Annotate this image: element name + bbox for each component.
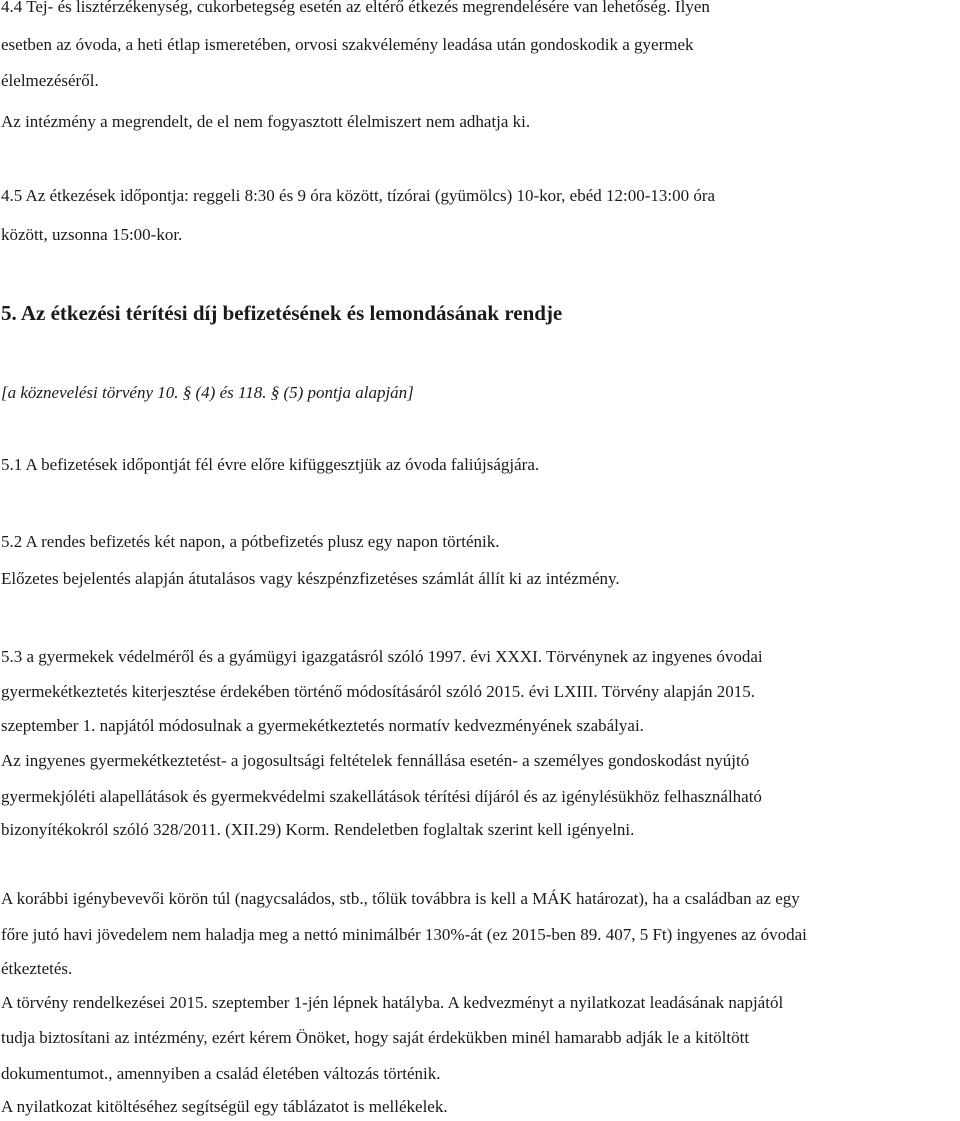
- text-line: tudja biztosítani az intézmény, ezért kérem Önöket, hogy saját érdekükben minél hamarabb adják le a kitöltött: [1, 1028, 750, 1047]
- text-line: 4.5 Az étkezések időpontja: reggeli 8:30 és 9 óra között, tízórai (gyümölcs) 10-kor, ebéd 12:00-13:00 óra: [1, 186, 716, 205]
- text-line: 5.2 A rendes befizetés két napon, a pótbefizetés plusz egy napon történik.: [1, 532, 500, 551]
- text-line: esetben az óvoda, a heti étlap ismeretében, orvosi szakvélemény leadása után gondoskodik a gyermek: [1, 35, 694, 54]
- section-heading: 5. Az étkezési térítési díj befizetésének és lemondásának rendje: [1, 301, 563, 325]
- text-line: dokumentumot., amennyiben a család életében változás történik.: [1, 1064, 441, 1083]
- text-line: szeptember 1. napjától módosulnak a gyermekétkeztetés normatív kedvezményének szabályai.: [1, 716, 644, 735]
- legal-reference: [a köznevelési törvény 10. § (4) és 118. § (5) pontja alapján]: [1, 383, 414, 402]
- text-line: élelmezéséről.: [1, 71, 99, 90]
- text-line: 4.4 Tej- és lisztérzékenység, cukorbetegség esetén az eltérő étkezés megrendelésére van lehetőség. Ilyen: [1, 0, 710, 16]
- text-line: A törvény rendelkezései 2015. szeptember 1-jén lépnek hatályba. A kedvezményt a nyilatkozat leadásának napjától: [1, 993, 784, 1012]
- text-line: Az intézmény a megrendelt, de el nem fogyasztott élelmiszert nem adhatja ki.: [1, 112, 531, 131]
- text-line: főre jutó havi jövedelem nem haladja meg a nettó minimálbér 130%-át (ez 2015-ben 89. 407, 5 Ft) ingyenes az óvodai: [1, 925, 807, 944]
- text-line: 5.3 a gyermekek védelméről és a gyámügyi igazgatásról szóló 1997. évi XXXI. Törvénynek az ingyenes óvodai: [1, 647, 763, 666]
- text-line: Előzetes bejelentés alapján átutalásos vagy készpénzfizetéses számlát állít ki az intézmény.: [1, 569, 620, 588]
- text-line: gyermekétkeztetés kiterjesztése érdekében történő módosításáról szóló 2015. évi LXIII. Törvény alapján 2015.: [1, 682, 756, 701]
- text-line: A korábbi igénybevevői körön túl (nagycsaládos, stb., tőlük továbbra is kell a MÁK határozat), ha a családban az egy: [1, 889, 800, 908]
- text-line: bizonyítékokról szóló 328/2011. (XII.29) Korm. Rendeletben foglaltak szerint kell igényelni.: [1, 820, 635, 839]
- text-line: gyermekjóléti alapellátások és gyermekvédelmi szakellátások térítési díjáról és az igénylésükhöz felhasználható: [1, 787, 762, 806]
- text-line: A nyilatkozat kitöltéséhez segítségül egy táblázatot is mellékelek.: [1, 1097, 448, 1116]
- text-line: 5.1 A befizetések időpontját fél évre előre kifüggesztjük az óvoda faliújságjára.: [1, 455, 540, 474]
- text-line: között, uzsonna 15:00-kor.: [1, 225, 183, 244]
- text-line: Az ingyenes gyermekétkeztetést- a jogosultsági feltételek fennállása esetén- a személyes gondoskodást nyújtó: [1, 751, 750, 770]
- text-line: étkeztetés.: [1, 959, 73, 978]
